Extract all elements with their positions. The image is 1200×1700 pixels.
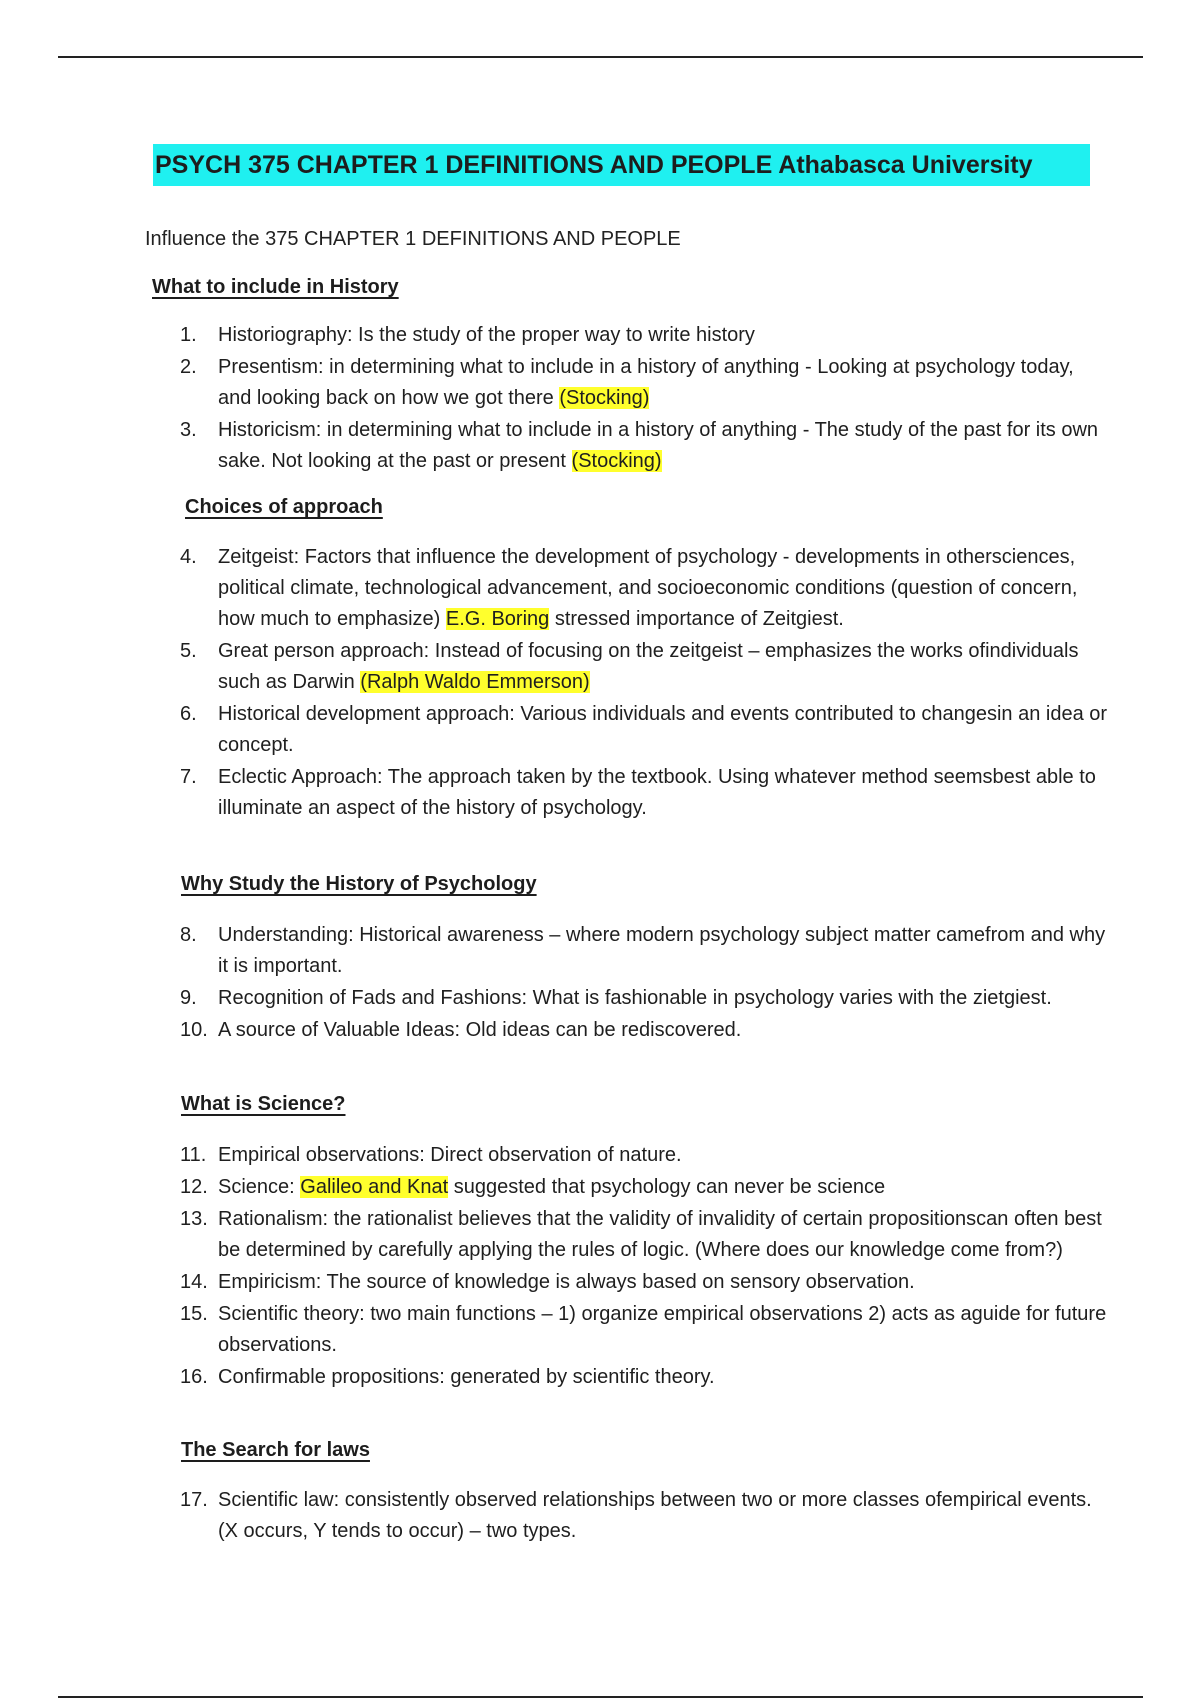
page-title: PSYCH 375 CHAPTER 1 DEFINITIONS AND PEOPLE Athabasca University [153, 144, 1090, 186]
section-heading-what-to-include: What to include in History [152, 276, 399, 298]
text-run: Scientific law: consistently observed relationships between two or more classes ofempirical events. (X occurs, Y tends to occur) – two types. [218, 1489, 1092, 1542]
top-rule [58, 56, 1143, 58]
text-run: Science: [218, 1176, 301, 1198]
list-item-number: 7. [180, 766, 197, 788]
list-item [180, 415, 1110, 477]
section-list-why-study [180, 920, 1110, 1047]
list-item-number: 12. [180, 1176, 208, 1198]
section-heading-search-for-laws: The Search for laws [181, 1439, 370, 1461]
list-item [180, 1299, 1110, 1361]
list-item [180, 542, 1110, 635]
text-run: Historical development approach: Various individuals and events contributed to changesin an idea or concept. [218, 703, 1108, 756]
list-item [180, 762, 1110, 824]
section-list-search-for-laws [180, 1485, 1110, 1548]
list-item-number: 2. [180, 356, 197, 378]
text-run: Empiricism: The source of knowledge is always based on sensory observation. [218, 1271, 915, 1293]
text-run: Rationalism: the rationalist believes that the validity of invalidity of certain propositionscan often best be determined by carefully applying the rules of logic. (Where does our knowledge come from?) [218, 1208, 1102, 1261]
text-run: Presentism: in determining what to include in a history of anything - Looking at psychology today, and looking back on how we got there [218, 356, 1074, 409]
list-item [180, 983, 1110, 1014]
list-item [180, 636, 1110, 698]
list-item-text [218, 1299, 1110, 1361]
list-item-number: 6. [180, 703, 197, 725]
highlighted-reference: (Stocking) [559, 387, 650, 409]
list-item-text [218, 1362, 1110, 1393]
section-heading-choices-of-approach: Choices of approach [185, 496, 383, 518]
list-item-number: 1. [180, 324, 197, 346]
list-item [180, 1267, 1110, 1298]
text-run: Confirmable propositions: generated by scientific theory. [218, 1366, 715, 1388]
list-item-text [218, 1204, 1110, 1266]
list-item-number: 3. [180, 419, 197, 441]
list-item-number: 10. [180, 1019, 208, 1041]
text-run: Recognition of Fads and Fashions: What is fashionable in psychology varies with the zietgiest. [218, 987, 1052, 1009]
list-item-text [218, 983, 1110, 1014]
section-heading-why-study: Why Study the History of Psychology [181, 873, 537, 895]
text-run: Eclectic Approach: The approach taken by the textbook. Using whatever method seemsbest able to illuminate an aspect of the history of psychology. [218, 766, 1096, 819]
list-item-text [218, 920, 1110, 982]
list-item-text [218, 352, 1110, 414]
list-item-number: 14. [180, 1271, 208, 1293]
highlighted-reference: Galileo and Knat [300, 1176, 449, 1198]
list-item-number: 13. [180, 1208, 208, 1230]
list-item [180, 1362, 1110, 1393]
list-item [180, 1015, 1110, 1046]
section-list-what-is-science [180, 1140, 1110, 1394]
list-item-text [218, 1485, 1110, 1547]
list-item [180, 699, 1110, 761]
text-run: stressed importance of Zeitgiest. [549, 608, 844, 630]
text-run: A source of Valuable Ideas: Old ideas can be rediscovered. [218, 1019, 742, 1041]
list-item-text [218, 636, 1110, 698]
text-run: Great person approach: Instead of focusing on the zeitgeist – emphasizes the works ofindividuals such as Darwin [218, 640, 1079, 693]
text-run: Historicism: in determining what to include in a history of anything - The study of the past for its own sake. Not looking at the past or present [218, 419, 1099, 472]
list-item-number: 11. [180, 1144, 207, 1166]
list-item-text [218, 415, 1110, 477]
text-run: Historiography: Is the study of the proper way to write history [218, 324, 755, 346]
highlighted-reference: (Ralph Waldo Emmerson) [360, 671, 590, 693]
list-item-number: 9. [180, 987, 197, 1009]
section-list-what-to-include [180, 320, 1110, 478]
list-item [180, 920, 1110, 982]
page-subtitle: Influence the 375 CHAPTER 1 DEFINITIONS AND PEOPLE [145, 228, 681, 250]
list-item [180, 352, 1110, 414]
list-item-text [218, 1267, 1110, 1298]
list-item [180, 1140, 1110, 1171]
highlighted-reference: (Stocking) [571, 450, 662, 472]
list-item [180, 1485, 1110, 1547]
list-item-text [218, 699, 1110, 761]
list-item-text [218, 1172, 1110, 1203]
list-item [180, 320, 1110, 351]
text-run: Zeitgeist: Factors that influence the development of psychology - developments in othersciences, political climate, technological advancement, and socioeconomic conditions (question of concern, how much to emphasize) [218, 546, 1078, 630]
list-item-text [218, 762, 1110, 824]
list-item-number: 16. [180, 1366, 208, 1388]
list-item-number: 15. [180, 1303, 208, 1325]
text-run: Empirical observations: Direct observation of nature. [218, 1144, 682, 1166]
highlighted-reference: E.G. Boring [445, 608, 550, 630]
list-item-number: 17. [180, 1489, 208, 1511]
list-item-number: 5. [180, 640, 197, 662]
text-run: Scientific theory: two main functions – 1) organize empirical observations 2) acts as aguide for future observations. [218, 1303, 1107, 1356]
list-item-text [218, 320, 1110, 351]
section-heading-what-is-science: What is Science? [181, 1093, 346, 1115]
list-item-text [218, 1015, 1110, 1046]
text-run: suggested that psychology can never be science [448, 1176, 886, 1198]
list-item [180, 1204, 1110, 1266]
list-item [180, 1172, 1110, 1203]
list-item-text [218, 542, 1110, 635]
list-item-number: 8. [180, 924, 197, 946]
list-item-text [218, 1140, 1110, 1171]
text-run: Understanding: Historical awareness – where modern psychology subject matter camefrom and why it is important. [218, 924, 1106, 977]
list-item-number: 4. [180, 546, 197, 568]
section-list-choices-of-approach [180, 542, 1110, 825]
bottom-rule [58, 1696, 1143, 1698]
